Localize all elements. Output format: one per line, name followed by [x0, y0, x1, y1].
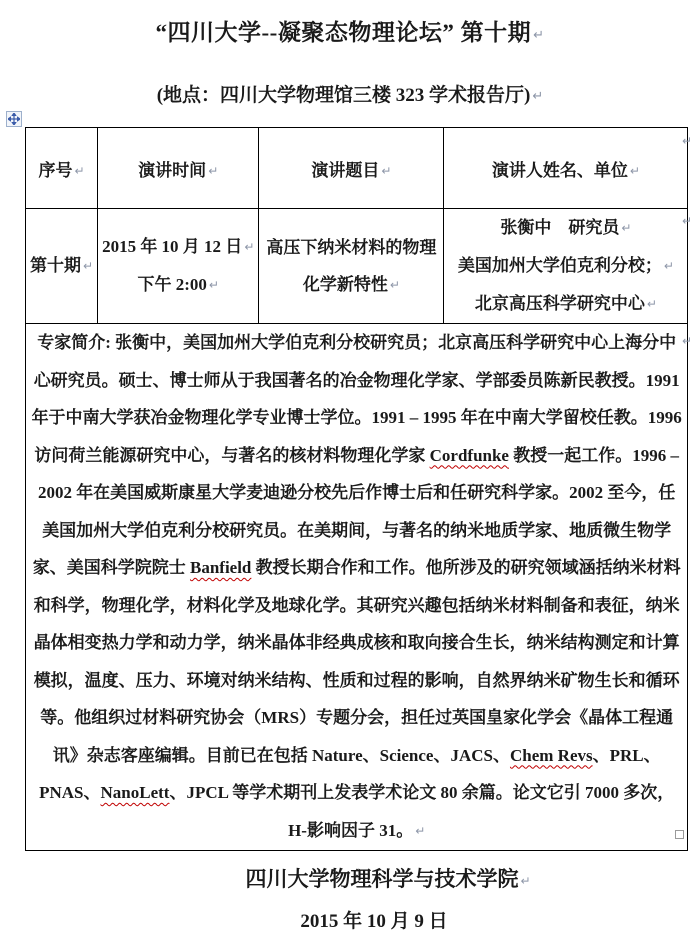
paragraph-mark: ↵	[83, 259, 94, 273]
bio-text-segment: 教授一起工作。1996 – 2002 年在美国威斯康星大学麦迪逊分校先后作博士后和任研究科学家。2002 至今，任美国加州大学伯克利分校研究员。在美期间，与著名的纳米地质学家、地质微生物学家、美国科学院院士	[32, 445, 679, 577]
header-cell-index	[26, 128, 98, 209]
row-end-mark: ↵	[682, 134, 693, 148]
misspelled-word: Banfield	[189, 558, 252, 577]
misspelled-word: NanoLett	[100, 783, 170, 802]
bio-intro: 专家简介: 张衡中	[37, 333, 167, 352]
paragraph-mark: ↵	[520, 874, 531, 888]
header-label: 演讲题目	[311, 160, 380, 180]
paragraph-mark: ↵	[621, 221, 632, 235]
paragraph-mark: ↵	[533, 28, 545, 43]
table-resize-handle[interactable]	[675, 830, 684, 839]
cell-time: 2015 年 10 月 12 日 ↵ 下午 2:00 ↵	[98, 209, 259, 324]
bio-row	[26, 324, 688, 851]
paragraph-mark: ↵	[381, 163, 392, 178]
bio-cell	[26, 324, 688, 851]
header-cell-topic	[259, 128, 444, 209]
page-title	[0, 14, 700, 47]
paragraph-mark: ↵	[629, 163, 640, 178]
header-label: 演讲时间	[138, 160, 207, 180]
line-break-mark: ↵	[244, 240, 255, 254]
table-move-handle[interactable]	[6, 111, 22, 127]
table-data-row	[26, 209, 688, 324]
page-subtitle-text: (地点：四川大学物理馆三楼 323 学术报告厅)	[156, 85, 531, 106]
bio-text-segment: ，美国加州大学伯克利分校研究员；北京高压科学研究中心上海分中心研究员。硕士、博士师从于我国著名的冶金物理化学家、学部委员陈新民教授。1991 年于中南大学获冶金物理化学专业博士学位。1991 – 1995 年在中南大学留校任教。1996 访问荷兰能源研究中心，与著名的核材料物理化学家	[31, 333, 682, 465]
schedule-table	[25, 127, 688, 851]
row-end-mark: ↵	[682, 334, 693, 348]
misspelled-word: Cordfunke	[429, 445, 509, 465]
header-cell-speaker	[444, 128, 688, 209]
paragraph-mark: ↵	[415, 823, 426, 838]
page-title-text: “四川大学--凝聚态物理论坛” 第十期	[155, 20, 532, 45]
header-label: 演讲人姓名、单位	[491, 160, 628, 180]
misspelled-word: Chem Revs	[509, 745, 593, 765]
paragraph-mark: ↵	[663, 259, 674, 273]
table-header-row	[26, 128, 688, 209]
cell-speaker: 张衡中 研究员 ↵ 美国加州大学伯克利分校； ↵ 北京高压科学研究中心 ↵	[444, 209, 688, 324]
bio-text-segment: 、JPCL 等学术期刊上发表学术论文 80 余篇。论文它引 7000 多次，H-影响因子 31。	[169, 783, 675, 840]
footer-signature: 四川大学物理科学与技术学院 ↵	[245, 867, 531, 891]
paragraph-mark: ↵	[208, 278, 219, 292]
paragraph-mark: ↵	[646, 297, 657, 311]
paragraph-mark: ↵	[389, 277, 400, 292]
move-cross-icon	[8, 113, 20, 125]
paragraph-mark: ↵	[208, 163, 219, 178]
bio-text-segment: 、PRL、PNAS、	[39, 745, 661, 802]
footer-date: 2015 年 10 月 9 日	[300, 911, 448, 932]
page-subtitle	[0, 80, 700, 107]
header-label: 序号	[38, 160, 73, 180]
paragraph-mark: ↵	[532, 89, 544, 104]
cell-topic: 高压下纳米材料的物理 化学新特性 ↵	[259, 209, 444, 324]
row-end-mark: ↵	[682, 214, 693, 228]
cell-issue: 第十期 ↵	[26, 209, 98, 324]
bio-text-segment: 教授长期合作和工作。他所涉及的研究领域涵括纳米材料和科学，物理化学，材料化学及地球化学。其研究兴趣包括纳米材料制备和表征，纳米晶体相变热力学和动力学，纳米晶体非经典成核和取向接合生长，纳米结构测定和计算模拟，温度、压力、环境对纳米结构、性质和过程的影响，自然界纳米矿物生长和循环等。他组织过材料研究协会（MRS）专题分会，担任过英国皇家化学会《晶体工程通讯》杂志客座编辑。目前已在包括 Nature、Science、JACS、	[33, 558, 681, 765]
paragraph-mark: ↵	[74, 163, 85, 178]
header-cell-time	[98, 128, 259, 209]
